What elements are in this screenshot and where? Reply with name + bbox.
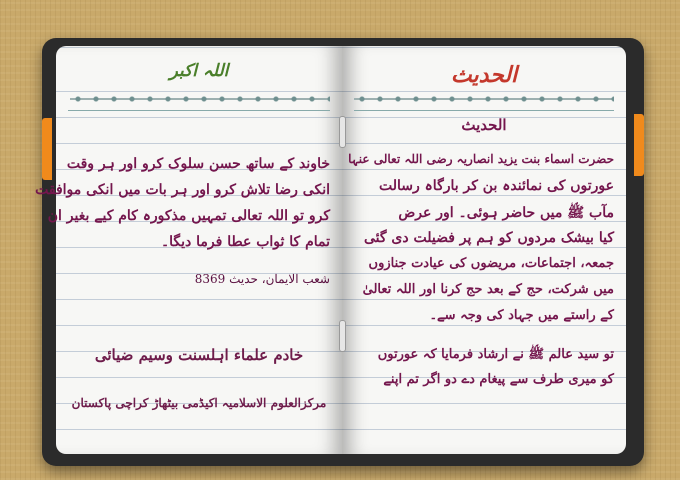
bookmark-tab-right: [634, 114, 644, 176]
decorative-vine-border: [354, 92, 614, 106]
text-line-1: حضرت اسماء بنت یزید انصاریہ رضی اللہ تعالی عنہا: [348, 152, 614, 166]
text-line-4: کیا بیشک مردوں کو ہم پر فضیلت دی گئی: [363, 230, 614, 246]
hadith-reference: شعب الایمان، حدیث 8369: [194, 272, 330, 286]
text-line-7: کے راستے میں جہاد کی وجہ سے۔: [429, 308, 614, 323]
text-line-2: انکی رضا تلاش کرو اور ہر بات میں انکی موافقت: [35, 182, 330, 198]
footer-organization: مرکزالعلوم الاسلامیہ اکیڈمی بیٹھاڑ کراچی پاکستان: [71, 396, 327, 410]
text-line-2: عورتوں کی نمائندہ بن کر بارگاہ رسالت: [378, 178, 614, 194]
divider: [68, 110, 330, 111]
text-line-9: کو میری طرف سے پیغام دے دو اگر تم اپنے: [383, 372, 614, 387]
al-hadith-header-calligraphy: الحدیث: [450, 62, 518, 88]
text-line-3: کرو تو اللہ تعالی تمہیں مذکورہ کام کیے بغیر ان: [47, 208, 330, 224]
text-line-6: میں شرکت، حج کے بعد حج کرنا اور اللہ تعالیٰ: [362, 282, 614, 297]
left-page: [35, 46, 342, 454]
binder-ring-top: [339, 116, 346, 148]
text-line-5: جمعہ، اجتماعات، مریضوں کی عیادت جنازوں: [368, 256, 614, 271]
decorative-vine-border: [70, 92, 330, 106]
divider: [354, 110, 614, 111]
text-line-4: تمام کا ثواب عطا فرما دیگا۔: [160, 234, 330, 250]
bookmark-tab-left: [42, 118, 52, 180]
binder-ring-bottom: [339, 320, 346, 352]
text-line-1: خاوند کے ساتھ حسن سلوک کرو اور ہر وقت: [66, 156, 330, 172]
right-page: [342, 46, 626, 454]
footer-name: خادم علماء اہلسنت وسیم ضیائی: [94, 346, 304, 364]
page-title: الحدیث: [461, 116, 507, 134]
text-line-3: مآب ﷺ میں حاضر ہوئی۔ اور عرض: [398, 205, 614, 221]
allahu-akbar-header: اللہ اکبر: [169, 61, 229, 81]
text-line-8: تو سید عالم ﷺ نے ارشاد فرمایا کہ عورتوں: [377, 347, 614, 362]
